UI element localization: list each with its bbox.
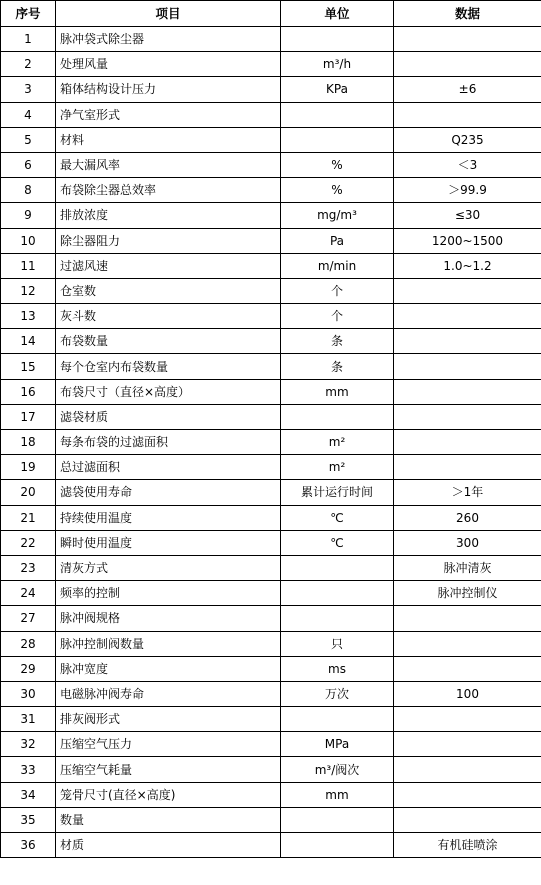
cell-no: 1: [1, 27, 56, 52]
cell-item: 过滤风速: [56, 253, 281, 278]
cell-item: 持续使用温度: [56, 505, 281, 530]
cell-item: 总过滤面积: [56, 455, 281, 480]
cell-data: 脉冲控制仪: [394, 581, 541, 606]
table-row: [1, 329, 541, 354]
cell-item: 频率的控制: [56, 581, 281, 606]
cell-item: 排灰阀形式: [56, 707, 281, 732]
cell-item: 压缩空气耗量: [56, 757, 281, 782]
table-row: [1, 127, 541, 152]
cell-item: 脉冲袋式除尘器: [56, 27, 281, 52]
cell-unit: Pa: [281, 228, 394, 253]
table-row: [1, 455, 541, 480]
table-row: [1, 757, 541, 782]
cell-item: 布袋尺寸（直径×高度）: [56, 379, 281, 404]
cell-data: 脉冲清灰: [394, 555, 541, 580]
cell-item: 布袋除尘器总效率: [56, 178, 281, 203]
header-unit: 单位: [281, 1, 394, 27]
cell-no: 24: [1, 581, 56, 606]
cell-no: 15: [1, 354, 56, 379]
cell-data: 100: [394, 681, 541, 706]
cell-no: 28: [1, 631, 56, 656]
cell-item: 脉冲控制阀数量: [56, 631, 281, 656]
cell-data: [394, 455, 541, 480]
cell-no: 30: [1, 681, 56, 706]
cell-unit: m²: [281, 455, 394, 480]
table-row: [1, 681, 541, 706]
cell-item: 箱体结构设计压力: [56, 77, 281, 102]
table-row: [1, 581, 541, 606]
cell-item: 每个仓室内布袋数量: [56, 354, 281, 379]
table-row: [1, 152, 541, 177]
cell-item: 压缩空气压力: [56, 732, 281, 757]
cell-no: 21: [1, 505, 56, 530]
cell-no: 31: [1, 707, 56, 732]
cell-no: 10: [1, 228, 56, 253]
cell-data: [394, 27, 541, 52]
table-row: [1, 707, 541, 732]
cell-no: 5: [1, 127, 56, 152]
table-row: [1, 807, 541, 832]
table-row: [1, 404, 541, 429]
table-row: [1, 228, 541, 253]
cell-item: 笼骨尺寸(直径×高度): [56, 782, 281, 807]
cell-unit: 条: [281, 354, 394, 379]
cell-data: [394, 379, 541, 404]
cell-unit: 条: [281, 329, 394, 354]
cell-unit: [281, 27, 394, 52]
cell-data: ≤30: [394, 203, 541, 228]
table-row: [1, 253, 541, 278]
cell-data: Q235: [394, 127, 541, 152]
table-row: [1, 102, 541, 127]
cell-data: [394, 102, 541, 127]
table-row: [1, 782, 541, 807]
cell-data: ＞1年: [394, 480, 541, 505]
cell-unit: [281, 555, 394, 580]
cell-item: 每条布袋的过滤面积: [56, 430, 281, 455]
cell-unit: MPa: [281, 732, 394, 757]
cell-unit: 只: [281, 631, 394, 656]
cell-no: 36: [1, 833, 56, 858]
cell-item: 布袋数量: [56, 329, 281, 354]
cell-item: 电磁脉冲阀寿命: [56, 681, 281, 706]
cell-item: 最大漏风率: [56, 152, 281, 177]
cell-no: 17: [1, 404, 56, 429]
table-row: [1, 505, 541, 530]
cell-item: 脉冲阀规格: [56, 606, 281, 631]
cell-unit: [281, 833, 394, 858]
cell-no: 27: [1, 606, 56, 631]
header-no: 序号: [1, 1, 56, 27]
cell-no: 6: [1, 152, 56, 177]
cell-no: 14: [1, 329, 56, 354]
cell-unit: mm: [281, 782, 394, 807]
cell-unit: m³/h: [281, 52, 394, 77]
cell-no: 8: [1, 178, 56, 203]
cell-item: 排放浓度: [56, 203, 281, 228]
cell-data: ＜3: [394, 152, 541, 177]
cell-no: 2: [1, 52, 56, 77]
cell-data: [394, 782, 541, 807]
cell-data: [394, 304, 541, 329]
cell-data: [394, 329, 541, 354]
table-row: [1, 430, 541, 455]
cell-no: 29: [1, 656, 56, 681]
cell-item: 材质: [56, 833, 281, 858]
table-row: [1, 631, 541, 656]
cell-data: 260: [394, 505, 541, 530]
cell-unit: [281, 127, 394, 152]
table-row: [1, 656, 541, 681]
cell-data: 1200~1500: [394, 228, 541, 253]
cell-unit: %: [281, 152, 394, 177]
cell-data: 有机硅喷涂: [394, 833, 541, 858]
cell-data: [394, 430, 541, 455]
table-body: [1, 27, 541, 858]
cell-data: [394, 631, 541, 656]
table-row: [1, 304, 541, 329]
cell-unit: 万次: [281, 681, 394, 706]
cell-data: ＞99.9: [394, 178, 541, 203]
cell-no: 4: [1, 102, 56, 127]
cell-item: 处理风量: [56, 52, 281, 77]
cell-data: 300: [394, 530, 541, 555]
cell-unit: [281, 102, 394, 127]
table-row: [1, 52, 541, 77]
cell-unit: mg/m³: [281, 203, 394, 228]
table-row: [1, 354, 541, 379]
cell-data: [394, 354, 541, 379]
cell-no: 32: [1, 732, 56, 757]
cell-unit: m²: [281, 430, 394, 455]
cell-data: [394, 404, 541, 429]
cell-unit: [281, 404, 394, 429]
cell-item: 滤袋使用寿命: [56, 480, 281, 505]
cell-no: 22: [1, 530, 56, 555]
cell-unit: ms: [281, 656, 394, 681]
cell-unit: [281, 807, 394, 832]
cell-data: [394, 707, 541, 732]
table-header-row: [1, 1, 541, 27]
table-row: [1, 732, 541, 757]
cell-no: 11: [1, 253, 56, 278]
table-row: [1, 833, 541, 858]
cell-item: 数量: [56, 807, 281, 832]
header-data: 数据: [394, 1, 541, 27]
cell-data: 1.0~1.2: [394, 253, 541, 278]
table-row: [1, 480, 541, 505]
cell-item: 瞬时使用温度: [56, 530, 281, 555]
cell-data: [394, 732, 541, 757]
cell-item: 材料: [56, 127, 281, 152]
table-row: [1, 278, 541, 303]
header-item: 项目: [56, 1, 281, 27]
cell-data: [394, 278, 541, 303]
table-row: [1, 178, 541, 203]
cell-unit: 个: [281, 278, 394, 303]
cell-no: 13: [1, 304, 56, 329]
cell-no: 35: [1, 807, 56, 832]
cell-no: 34: [1, 782, 56, 807]
cell-unit: ℃: [281, 530, 394, 555]
table-row: [1, 77, 541, 102]
cell-unit: [281, 606, 394, 631]
cell-unit: ℃: [281, 505, 394, 530]
cell-item: 滤袋材质: [56, 404, 281, 429]
cell-no: 16: [1, 379, 56, 404]
cell-unit: m³/阀次: [281, 757, 394, 782]
cell-item: 灰斗数: [56, 304, 281, 329]
cell-unit: KPa: [281, 77, 394, 102]
table-row: [1, 27, 541, 52]
cell-item: 除尘器阻力: [56, 228, 281, 253]
cell-unit: [281, 707, 394, 732]
table-row: [1, 555, 541, 580]
cell-data: ±6: [394, 77, 541, 102]
cell-data: [394, 52, 541, 77]
cell-no: 18: [1, 430, 56, 455]
cell-no: 20: [1, 480, 56, 505]
cell-no: 9: [1, 203, 56, 228]
cell-unit: 个: [281, 304, 394, 329]
cell-no: 19: [1, 455, 56, 480]
table-row: [1, 203, 541, 228]
cell-data: [394, 807, 541, 832]
cell-unit: 累计运行时间: [281, 480, 394, 505]
cell-no: 33: [1, 757, 56, 782]
cell-item: 净气室形式: [56, 102, 281, 127]
cell-item: 仓室数: [56, 278, 281, 303]
cell-data: [394, 606, 541, 631]
cell-unit: mm: [281, 379, 394, 404]
table-row: [1, 606, 541, 631]
table-row: [1, 379, 541, 404]
cell-item: 清灰方式: [56, 555, 281, 580]
cell-unit: m/min: [281, 253, 394, 278]
cell-data: [394, 656, 541, 681]
table-row: [1, 530, 541, 555]
cell-unit: [281, 581, 394, 606]
cell-no: 23: [1, 555, 56, 580]
cell-no: 12: [1, 278, 56, 303]
cell-no: 3: [1, 77, 56, 102]
cell-data: [394, 757, 541, 782]
cell-unit: %: [281, 178, 394, 203]
cell-item: 脉冲宽度: [56, 656, 281, 681]
